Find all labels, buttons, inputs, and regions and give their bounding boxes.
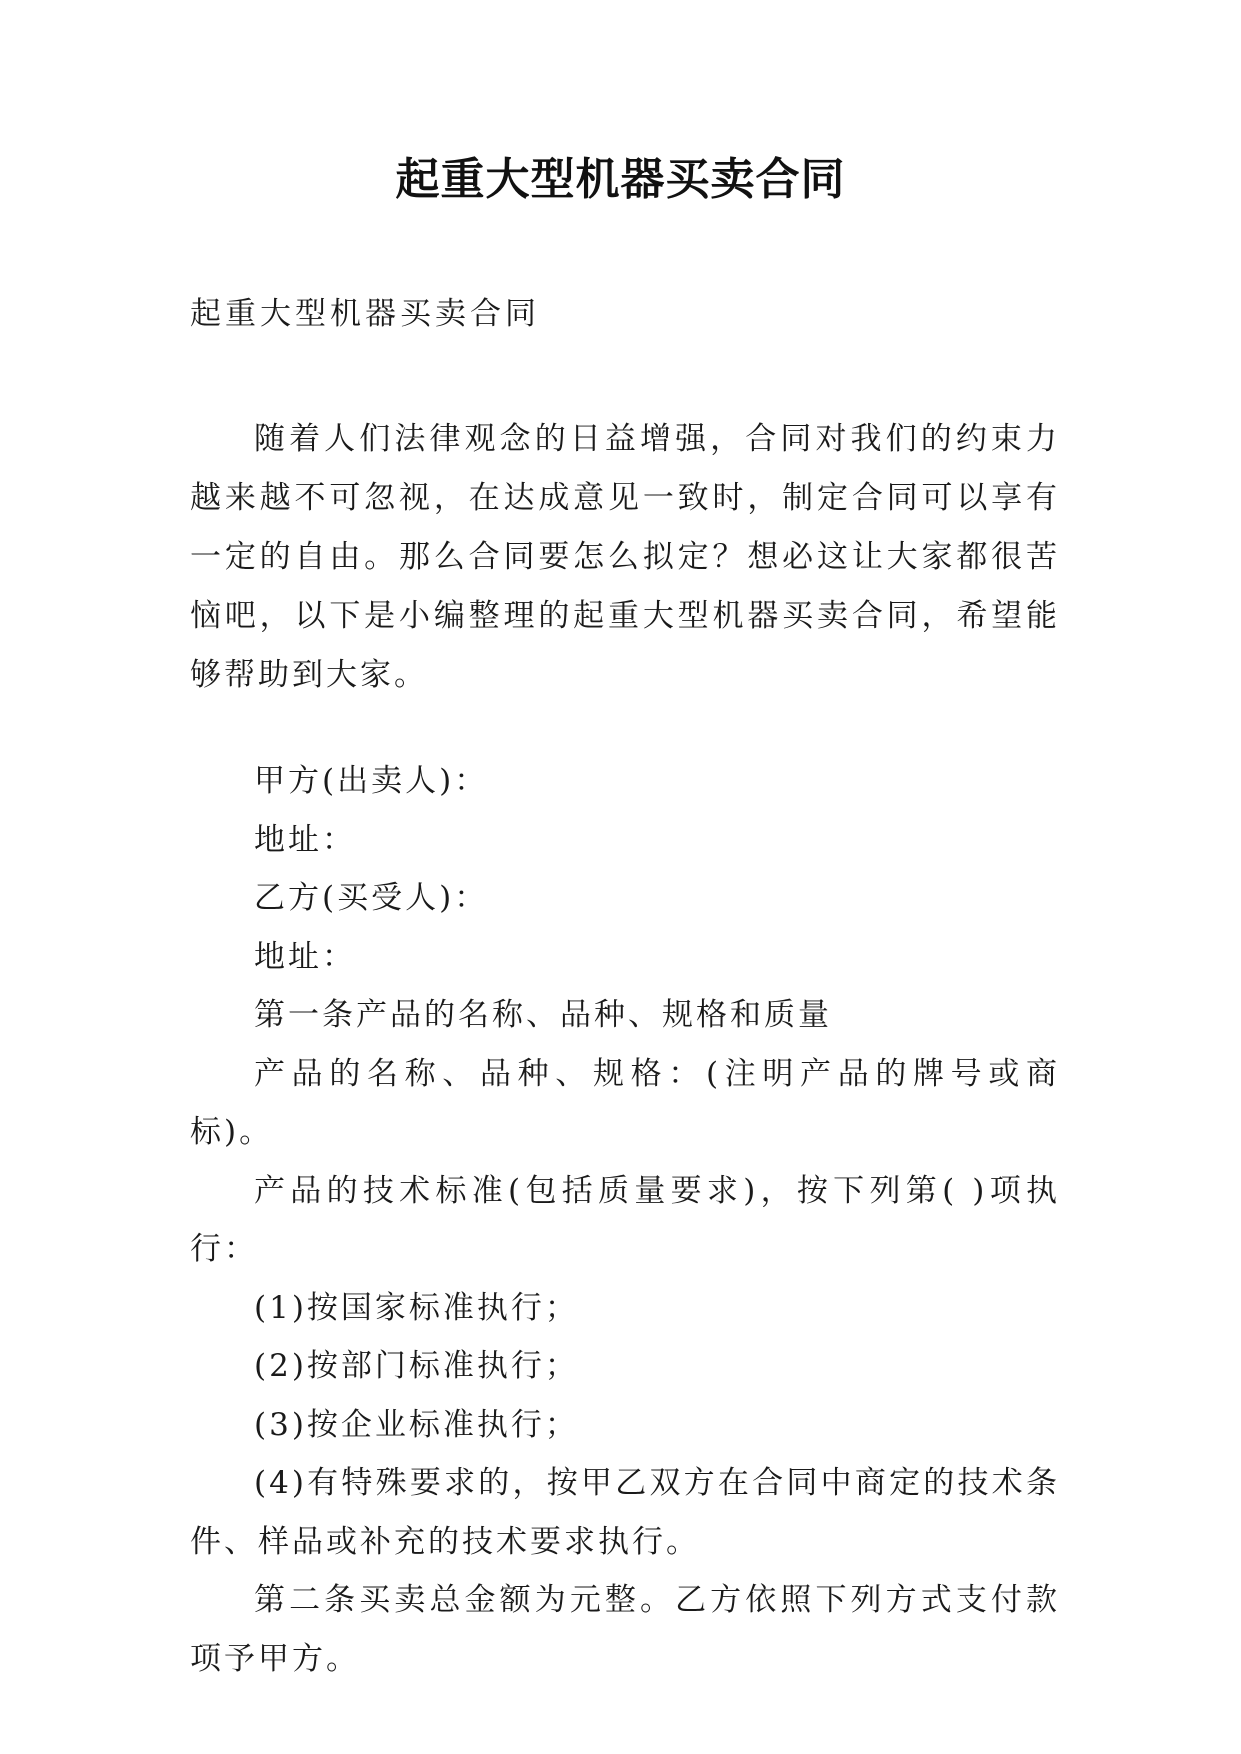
standard-option-1: (1)按国家标准执行； bbox=[254, 1289, 579, 1326]
article-1-heading: 第一条产品的名称、品种、规格和质量 bbox=[254, 997, 832, 1033]
standard-option-4: (4)有特殊要求的，按甲乙双方在合同中商定的技术条件、样品或补充的技术要求执行。 bbox=[190, 1465, 1060, 1560]
intro-paragraph: 随着人们法律观念的日益增强，合同对我们的约束力越来越不可忽视，在达成意见一致时，制定合同可以享有一定的自由。那么合同要怎么拟定？想必这让大家都很苦恼吧，以下是小编整理的起重大型机器买卖合同，希望能够帮助到大家。 bbox=[190, 421, 1060, 693]
standard-option-2: (2)按部门标准执行； bbox=[254, 1348, 579, 1384]
contract-body bbox=[190, 752, 1060, 1688]
party-a-address-line: 地址： bbox=[254, 821, 356, 858]
product-spec-line: 产品的名称、品种、规格：(注明产品的牌号或商标)。 bbox=[190, 1055, 1060, 1150]
party-b-address-line: 地址： bbox=[254, 938, 356, 975]
document-subtitle: 起重大型机器买卖合同 bbox=[190, 296, 540, 332]
technical-standard-line: 产品的技术标准(包括质量要求)，按下列第( )项执行： bbox=[190, 1172, 1060, 1267]
document-title: 起重大型机器买卖合同 bbox=[395, 154, 846, 205]
party-b-line: 乙方(买受人)： bbox=[254, 880, 489, 916]
party-a-line: 甲方(出卖人)： bbox=[254, 763, 489, 799]
article-2-line: 第二条买卖总金额为元整。乙方依照下列方式支付款项予甲方。 bbox=[190, 1582, 1060, 1677]
standard-option-3: (3)按企业标准执行； bbox=[254, 1406, 579, 1443]
